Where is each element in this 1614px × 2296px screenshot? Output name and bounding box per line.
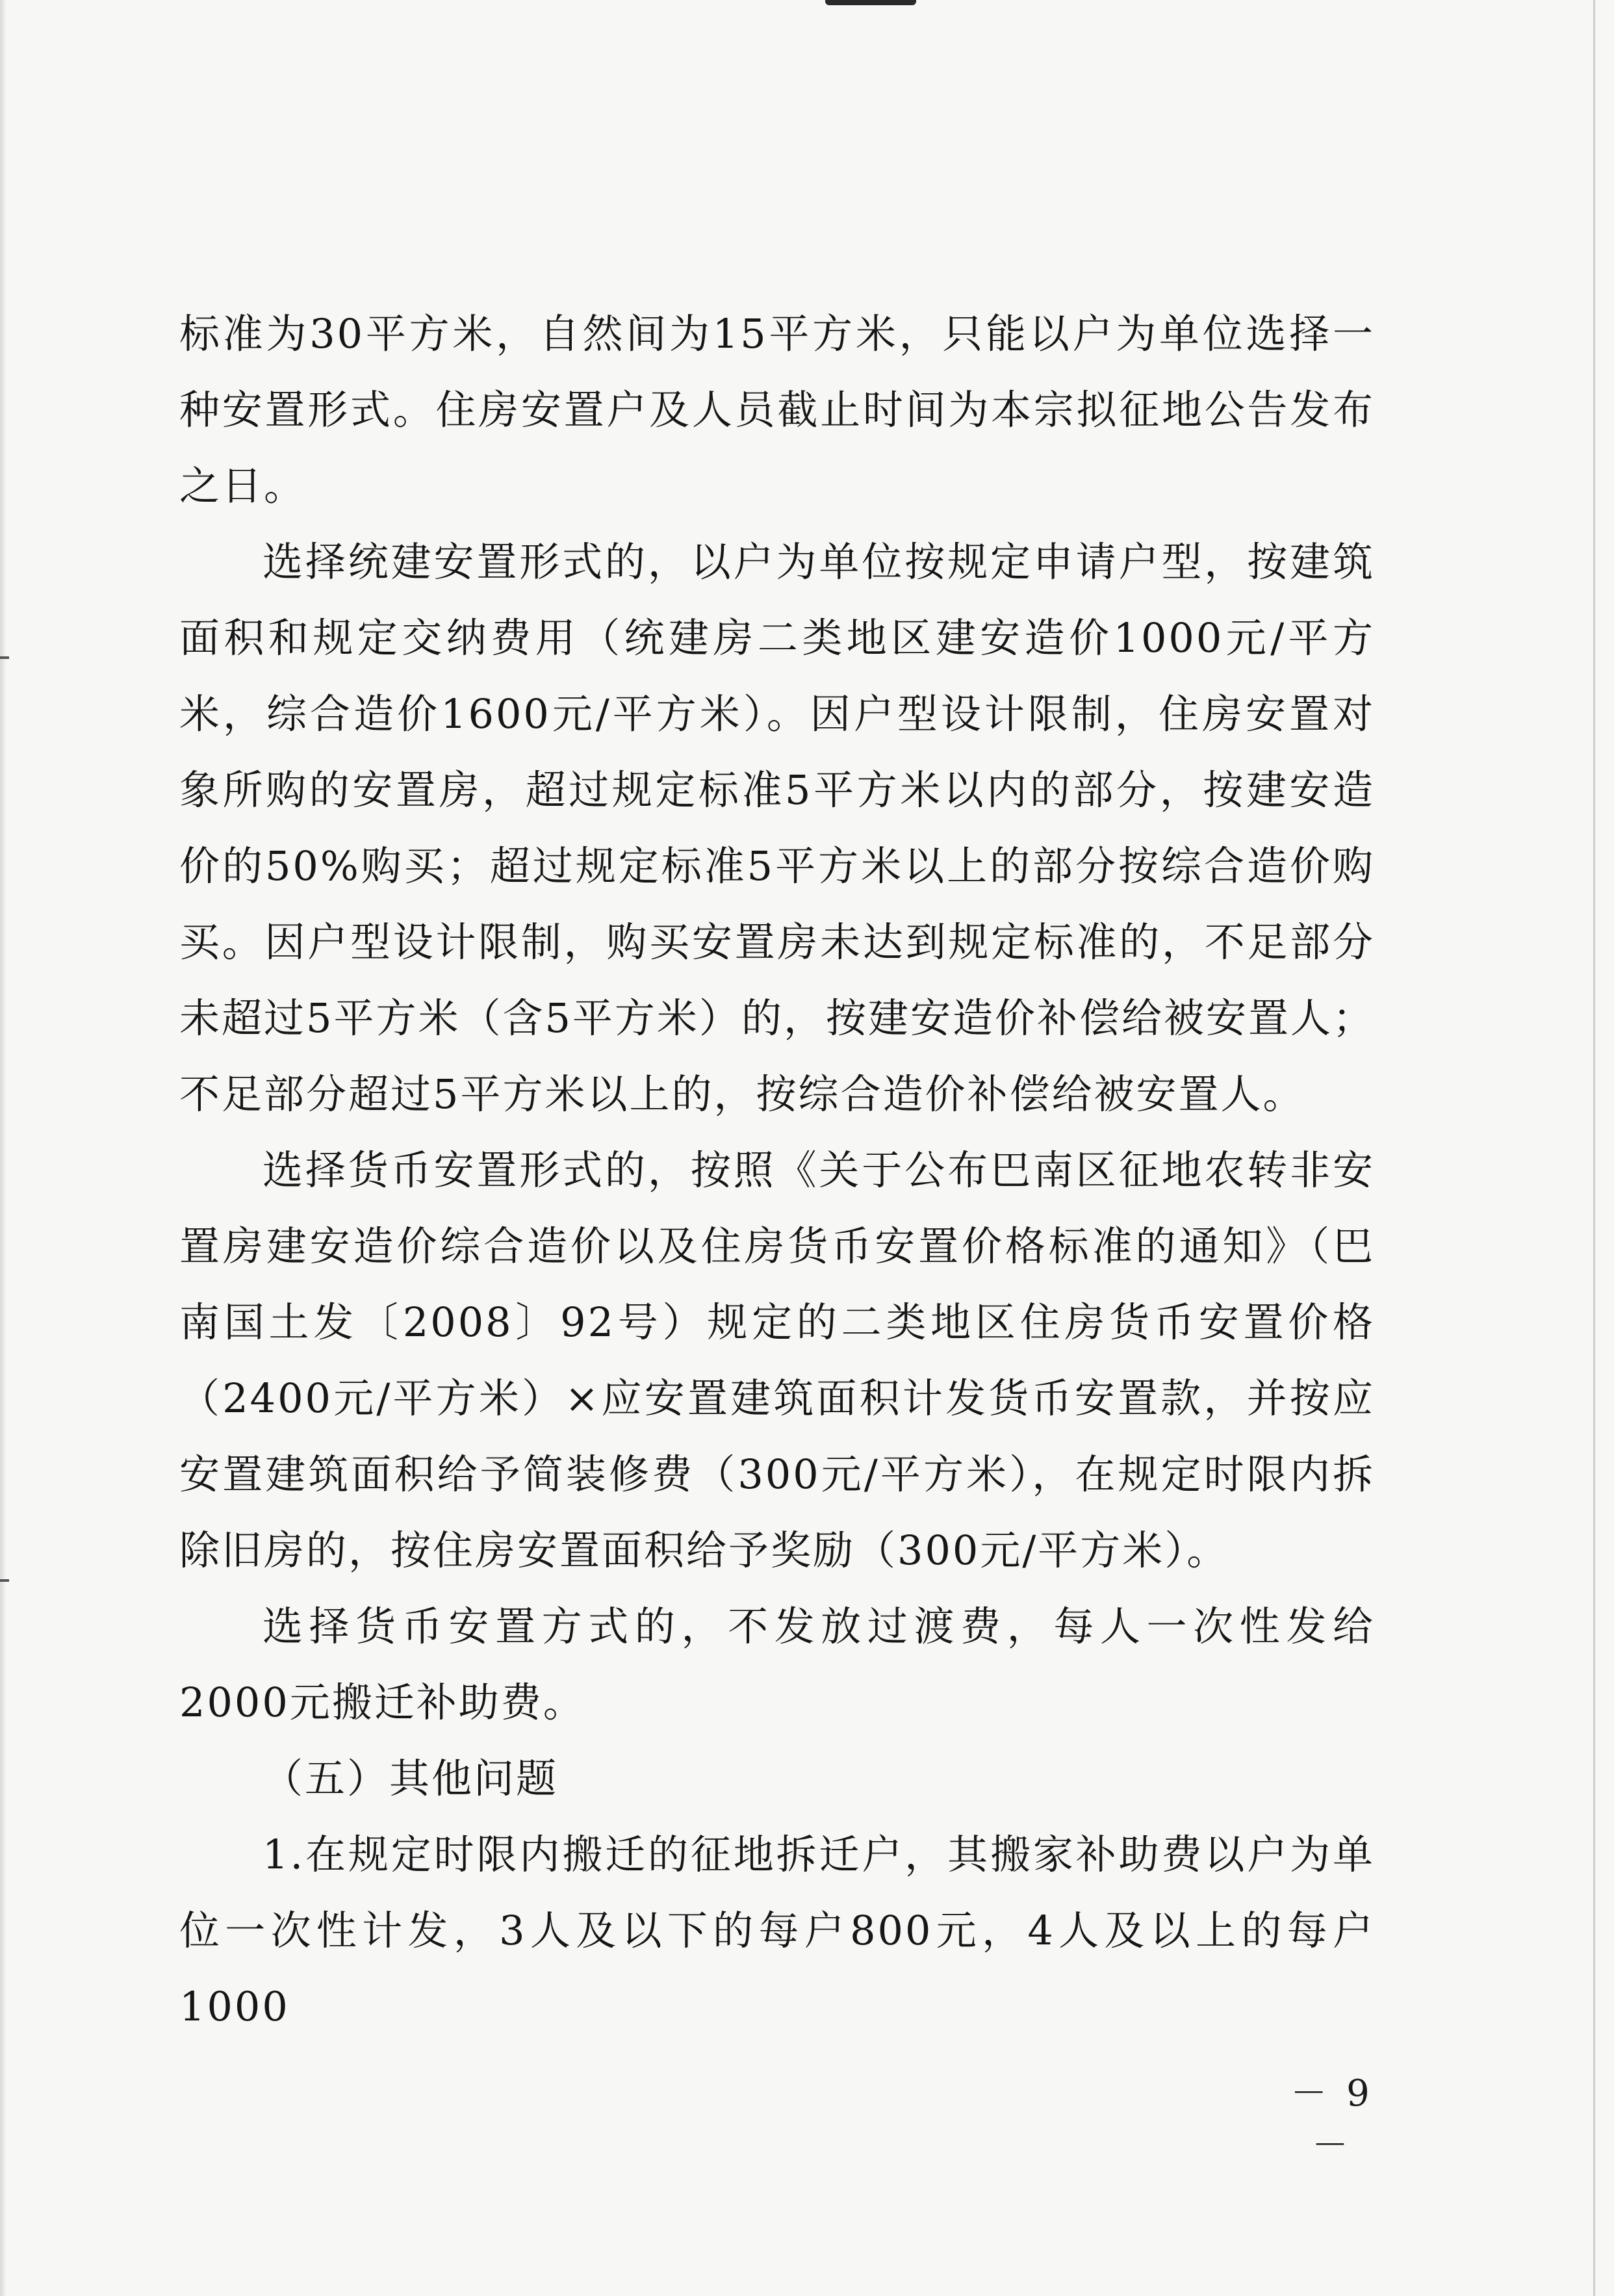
paragraph-2: 选择统建安置形式的，以户为单位按规定申请户型，按建筑面积和规定交纳费用（统建房二类地区建安造价1000元/平方米，综合造价1600元/平方米）。因户型设计限制，住房安置对象所购的安置房，超过规定标准5平方米以内的部分，按建安造价的50%购买；超过规定标准5平方米以上的部分按综合造价购买。因户型设计限制，购买安置房未达到规定标准的，不足部分未超过5平方米（含5平方米）的，按建安造价补偿给被安置人；不足部分超过5平方米以上的，按综合造价补偿给被安置人。: [179, 538, 1375, 1118]
scan-edge-shadow: [0, 0, 6, 2296]
scan-top-mark: [825, 0, 916, 5]
page-number: － 9 －: [1290, 2072, 1374, 2167]
scan-edge-tick: [0, 1579, 9, 1582]
section-heading: （五）其他问题: [263, 1755, 559, 1802]
scan-right-border: [1593, 0, 1595, 2296]
scan-edge-tick: [0, 656, 9, 659]
paragraph-4: 选择货币安置方式的，不发放过渡费，每人一次性发给2000元搬迁补助费。: [179, 1603, 1375, 1726]
body-text: [179, 296, 1375, 2044]
paragraph-3: 选择货币安置形式的，按照《关于公布巴南区征地农转非安置房建安造价综合造价以及住房货币安置价格标准的通知》（巴南国土发〔2008〕92号）规定的二类地区住房货币安置价格（2400元/平方米）×应安置建筑面积计发货币安置款，并按应安置建筑面积给予简装修费（300元/平方米），在规定时限内拆除旧房的，按住房安置面积给予奖励（300元/平方米）。: [179, 1146, 1375, 1574]
paragraph-5: 1.在规定时限内搬迁的征地拆迁户，其搬家补助费以户为单位一次性计发，3人及以下的每户800元，4人及以上的每户1000: [179, 1831, 1375, 2030]
paragraph-1: 标准为30平方米，自然间为15平方米，只能以户为单位选择一种安置形式。住房安置户及人员截止时间为本宗拟征地公告发布之日。: [179, 310, 1375, 510]
